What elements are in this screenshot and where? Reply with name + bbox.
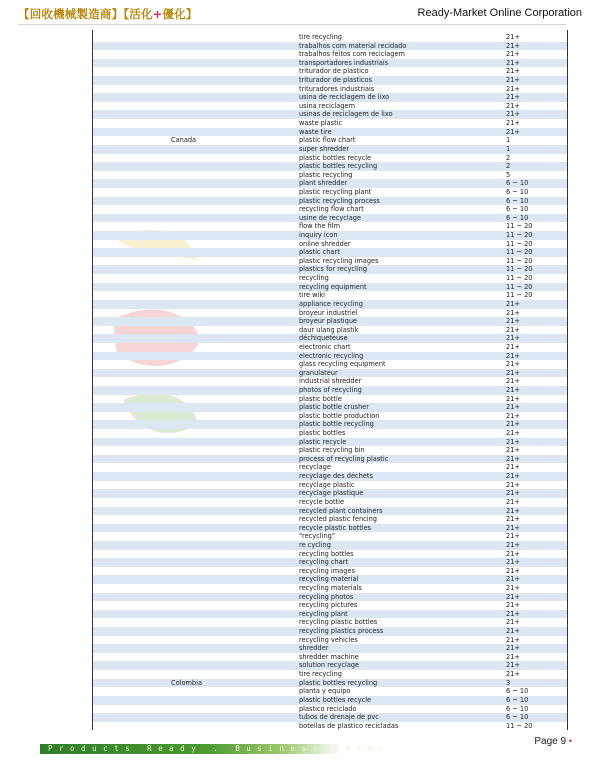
row-keyword: broyeur plastique	[299, 317, 358, 326]
table-row	[93, 59, 567, 68]
row-keyword: plastic bottles recycle	[299, 153, 372, 162]
row-rank: 21+	[506, 119, 520, 128]
table-row	[93, 300, 567, 309]
keyword-table	[92, 30, 568, 730]
table-row	[93, 240, 567, 249]
table-row	[93, 644, 567, 653]
row-rank: 21+	[506, 618, 520, 627]
row-keyword: recyclage plastique	[299, 489, 364, 498]
table-row	[93, 705, 567, 714]
row-keyword: flow the film	[299, 222, 341, 231]
row-rank: 21+	[506, 472, 520, 481]
row-keyword: planta y equipo	[299, 687, 351, 696]
row-keyword: recycling flow chart	[299, 205, 364, 214]
row-keyword: trituradores industriais	[299, 84, 375, 93]
row-keyword: "recycling"	[299, 532, 335, 541]
row-rank: 21+	[506, 342, 520, 351]
row-keyword: shredder machine	[299, 652, 359, 661]
row-rank: 6 ~ 10	[506, 179, 529, 188]
row-keyword: recyclage	[299, 463, 331, 472]
row-keyword: plastic flow chart	[299, 136, 356, 145]
row-rank: 6 ~ 10	[506, 213, 529, 222]
row-keyword: tire wiki	[299, 291, 326, 300]
row-rank: 21+	[506, 489, 520, 498]
row-keyword: electronic recycling	[299, 351, 364, 360]
row-rank: 21+	[506, 566, 520, 575]
row-rank: 21+	[506, 308, 520, 317]
row-keyword: recycling pictures	[299, 601, 358, 610]
row-keyword: recyclage des déchets	[299, 472, 373, 481]
table-row	[93, 136, 567, 145]
row-rank: 21+	[506, 454, 520, 463]
table-row	[93, 76, 567, 85]
row-keyword: plastic bottle production	[299, 411, 380, 420]
row-keyword: triturador de plastico	[299, 67, 369, 76]
row-rank: 21+	[506, 101, 520, 110]
row-rank: 21+	[506, 446, 520, 455]
table-row	[93, 489, 567, 498]
table-row	[93, 661, 567, 670]
row-rank: 6 ~ 10	[506, 687, 529, 696]
table-row	[93, 412, 567, 421]
table-row	[93, 610, 567, 619]
table-row	[93, 93, 567, 102]
row-rank: 21+	[506, 93, 520, 102]
table-row	[93, 584, 567, 593]
table-row	[93, 128, 567, 137]
row-rank: 11 ~ 20	[506, 239, 533, 248]
row-keyword: recycle plastic bottles	[299, 523, 372, 532]
table-row	[93, 179, 567, 188]
table-row	[93, 222, 567, 231]
row-rank: 3	[506, 678, 511, 687]
row-keyword: plastic recycling	[299, 170, 353, 179]
row-keyword: recycle bottle	[299, 497, 345, 506]
table-row	[93, 214, 567, 223]
row-rank: 21+	[506, 394, 520, 403]
row-keyword: usina reciclagem	[299, 101, 356, 110]
row-rank: 21+	[506, 411, 520, 420]
row-keyword: waste tire	[299, 127, 332, 136]
table-row	[93, 119, 567, 128]
header-tag-close: 】	[185, 7, 198, 21]
header-tag-plus: +	[152, 7, 163, 21]
row-rank: 21+	[506, 110, 520, 119]
row-keyword: plant shredder	[299, 179, 348, 188]
row-keyword: plastic recycling process	[299, 196, 380, 205]
table-row	[93, 524, 567, 533]
row-keyword: tire recycling	[299, 670, 342, 679]
row-rank: 21+	[506, 652, 520, 661]
row-keyword: process of recycling plastic	[299, 454, 389, 463]
row-rank: 21+	[506, 670, 520, 679]
table-row	[93, 507, 567, 516]
row-rank: 21+	[506, 360, 520, 369]
row-keyword: photos of recycling	[299, 385, 362, 394]
table-row	[93, 618, 567, 627]
page-bullet: •	[568, 736, 572, 746]
row-rank: 21+	[506, 532, 520, 541]
row-keyword: plastic bottle	[299, 394, 342, 403]
page-header	[0, 0, 600, 24]
row-rank: 21+	[506, 584, 520, 592]
row-rank: 21+	[506, 41, 520, 50]
row-rank: 21+	[506, 437, 520, 446]
row-keyword: usinas de reciclagem de lixo	[299, 110, 393, 119]
row-rank: 21+	[506, 575, 520, 584]
row-keyword: recycling bottles	[299, 549, 354, 558]
table-row	[93, 334, 567, 343]
row-rank: 6 ~ 10	[506, 187, 529, 196]
row-rank: 21+	[506, 497, 520, 506]
row-keyword: appliance recycling	[299, 299, 363, 308]
row-keyword: plastic recycle	[299, 437, 347, 446]
table-row	[93, 558, 567, 567]
table-row	[93, 429, 567, 438]
row-rank: 21+	[506, 351, 520, 360]
row-rank: 1	[506, 136, 511, 145]
table-row	[93, 145, 567, 154]
header-tag-optimize: 優化	[162, 7, 186, 21]
table-row	[93, 317, 567, 326]
row-keyword: glass recycling equipment	[299, 360, 386, 369]
row-keyword: plastic recycling bin	[299, 446, 365, 455]
row-rank: 21+	[506, 76, 520, 85]
row-keyword: plastico reciclado	[299, 704, 357, 713]
table-row	[93, 188, 567, 197]
row-rank: 11 ~ 20	[506, 274, 533, 283]
table-row	[93, 541, 567, 550]
table-row	[93, 309, 567, 318]
row-keyword: recycled plastic fencing	[299, 515, 377, 524]
table-row	[93, 593, 567, 602]
row-rank: 21+	[506, 480, 520, 489]
table-row	[93, 515, 567, 524]
table-row	[93, 722, 567, 731]
row-rank: 21+	[506, 67, 520, 76]
row-keyword: usina de reciclagem de lixo	[299, 93, 390, 102]
row-keyword: recycling materials	[299, 584, 362, 592]
table-row	[93, 171, 567, 180]
table-row	[93, 446, 567, 455]
table-row	[93, 42, 567, 51]
row-keyword: tubos de drenaje de pvc	[299, 713, 379, 722]
row-rank: 11 ~ 20	[506, 265, 533, 274]
row-rank: 21+	[506, 601, 520, 610]
row-keyword: online shredder	[299, 239, 351, 248]
table-row	[93, 248, 567, 257]
table-row	[93, 369, 567, 378]
table-row	[93, 67, 567, 76]
row-keyword: déchiqueteuse	[299, 334, 348, 343]
table-row	[93, 670, 567, 679]
row-keyword: usine de recyclage	[299, 213, 362, 222]
table-row	[93, 274, 567, 283]
header-divider	[18, 24, 566, 25]
row-rank: 11 ~ 20	[506, 231, 533, 240]
table-row	[93, 377, 567, 386]
row-keyword: recycled plant containers	[299, 506, 383, 515]
table-row	[93, 386, 567, 395]
row-rank: 21+	[506, 420, 520, 429]
table-row	[93, 197, 567, 206]
row-rank: 6 ~ 10	[506, 695, 529, 704]
row-rank: 21+	[506, 84, 520, 93]
table-row	[93, 257, 567, 266]
row-rank: 21+	[506, 661, 520, 670]
row-rank: 21+	[506, 592, 520, 601]
table-row	[93, 33, 567, 42]
table-row	[93, 687, 567, 696]
row-keyword: recycling plastic bottles	[299, 618, 378, 627]
row-rank: 21+	[506, 33, 520, 41]
table-row	[93, 162, 567, 171]
table-row	[93, 575, 567, 584]
row-rank: 21+	[506, 127, 520, 136]
table-row	[93, 636, 567, 645]
row-rank: 21+	[506, 368, 520, 377]
row-keyword: botellas de plastico recicladas	[299, 721, 399, 730]
table-row	[93, 110, 567, 119]
table-row	[93, 498, 567, 507]
row-rank: 21+	[506, 523, 520, 532]
row-rank: 6 ~ 10	[506, 196, 529, 205]
row-rank: 21+	[506, 325, 520, 334]
row-country: Colombia	[171, 678, 202, 687]
footer-bar	[40, 744, 390, 754]
row-rank: 11 ~ 20	[506, 248, 533, 257]
table-row	[93, 360, 567, 369]
row-rank: 5	[506, 170, 511, 179]
row-keyword: plastic bottles recycle	[299, 695, 372, 704]
row-keyword: daur ulang plastik	[299, 325, 359, 334]
header-title	[18, 6, 198, 22]
table-row	[93, 102, 567, 111]
row-rank: 21+	[506, 334, 520, 343]
row-keyword: recycling material	[299, 575, 359, 584]
row-rank: 21+	[506, 385, 520, 394]
row-keyword: recycling photos	[299, 592, 354, 601]
table-row	[93, 532, 567, 541]
row-rank: 21+	[506, 515, 520, 524]
row-rank: 21+	[506, 609, 520, 618]
row-rank: 21+	[506, 506, 520, 515]
table-row	[93, 455, 567, 464]
table-row	[93, 326, 567, 335]
row-keyword: granulateur	[299, 368, 338, 377]
row-keyword: recycling images	[299, 566, 355, 575]
row-keyword: plastic bottles	[299, 429, 346, 438]
table-row	[93, 713, 567, 722]
table-row	[93, 154, 567, 163]
row-keyword: plastic chart	[299, 248, 340, 257]
row-rank: 1	[506, 144, 511, 153]
table-row	[93, 395, 567, 404]
row-rank: 21+	[506, 549, 520, 558]
row-rank: 21+	[506, 50, 520, 59]
row-country: Canada	[171, 136, 197, 145]
page-number-label: Page 9	[534, 736, 567, 747]
row-rank: 11 ~ 20	[506, 222, 533, 231]
row-keyword: super shredder	[299, 144, 350, 153]
table-row	[93, 438, 567, 447]
row-rank: 11 ~ 20	[506, 256, 533, 265]
header-company-name: Ready-Market Online Corporation	[417, 7, 582, 19]
table-row	[93, 653, 567, 662]
table-row	[93, 472, 567, 481]
row-keyword: transportadores industriais	[299, 58, 389, 67]
table-row	[93, 85, 567, 94]
table-row	[93, 420, 567, 429]
row-keyword: recycling	[299, 274, 329, 283]
row-rank: 6 ~ 10	[506, 713, 529, 722]
row-rank: 21+	[506, 429, 520, 438]
row-keyword: triturador de plasticos	[299, 76, 373, 85]
row-rank: 2	[506, 162, 511, 171]
row-keyword: plastic bottles recycling	[299, 678, 378, 687]
row-rank: 11 ~ 20	[506, 721, 533, 730]
row-rank: 2	[506, 153, 511, 162]
table-row	[93, 696, 567, 705]
row-keyword: plastic bottle crusher	[299, 403, 369, 412]
row-keyword: trabalhos feitos com reciclagem	[299, 50, 405, 59]
row-keyword: plastic bottles recycling	[299, 162, 378, 171]
page-number	[534, 736, 572, 747]
row-keyword: plastics for recycling	[299, 265, 368, 274]
row-keyword: recyclage plastic	[299, 480, 355, 489]
row-rank: 21+	[506, 635, 520, 644]
row-rank: 21+	[506, 644, 520, 653]
row-keyword: industrial shredder	[299, 377, 362, 386]
row-keyword: electronic chart	[299, 342, 351, 351]
row-keyword: trabalhos com material recidado	[299, 41, 407, 50]
table-row	[93, 50, 567, 59]
row-rank: 6 ~ 10	[506, 704, 529, 713]
row-rank: 21+	[506, 558, 520, 567]
table-row	[93, 627, 567, 636]
table-row	[93, 567, 567, 576]
row-keyword: inquiry icon	[299, 231, 338, 240]
row-keyword: recycling chart	[299, 558, 349, 567]
row-keyword: shredder	[299, 644, 329, 653]
row-rank: 21+	[506, 58, 520, 67]
footer-slogan: Products Ready . Business Ready	[48, 744, 390, 753]
table-row	[93, 679, 567, 688]
row-rank: 21+	[506, 403, 520, 412]
table-row	[93, 550, 567, 559]
row-keyword: recycling vehicles	[299, 635, 358, 644]
row-rank: 11 ~ 20	[506, 291, 533, 300]
header-tag-open: 【	[123, 7, 130, 21]
row-rank: 21+	[506, 627, 520, 636]
row-keyword: recycling plastics process	[299, 627, 384, 636]
row-keyword: plastic bottle recycling	[299, 420, 374, 429]
table-row	[93, 352, 567, 361]
header-company-tag: 【回收機械製造商】	[18, 7, 124, 21]
table-row	[93, 601, 567, 610]
row-keyword: solution recyclage	[299, 661, 360, 670]
row-keyword: plastic recycling plant	[299, 187, 372, 196]
table-row	[93, 265, 567, 274]
row-keyword: re cycling	[299, 540, 331, 549]
table-row	[93, 481, 567, 490]
keyword-rows	[93, 33, 567, 730]
row-rank: 21+	[506, 299, 520, 308]
table-row	[93, 205, 567, 214]
table-row	[93, 403, 567, 412]
row-keyword: recycling equipment	[299, 282, 367, 291]
table-row	[93, 343, 567, 352]
header-tag-activate: 活化	[129, 7, 153, 21]
row-rank: 21+	[506, 377, 520, 386]
row-rank: 21+	[506, 463, 520, 472]
row-keyword: tire recycling	[299, 33, 342, 41]
row-keyword: plastic recycling images	[299, 256, 379, 265]
row-keyword: recycling plant	[299, 609, 348, 618]
table-row	[93, 291, 567, 300]
row-keyword: waste plastic	[299, 119, 343, 128]
table-row	[93, 283, 567, 292]
row-rank: 21+	[506, 317, 520, 326]
row-rank: 6 ~ 10	[506, 205, 529, 214]
row-rank: 11 ~ 20	[506, 282, 533, 291]
row-keyword: broyeur industriel	[299, 308, 358, 317]
row-rank: 21+	[506, 540, 520, 549]
table-row	[93, 463, 567, 472]
table-row	[93, 231, 567, 240]
